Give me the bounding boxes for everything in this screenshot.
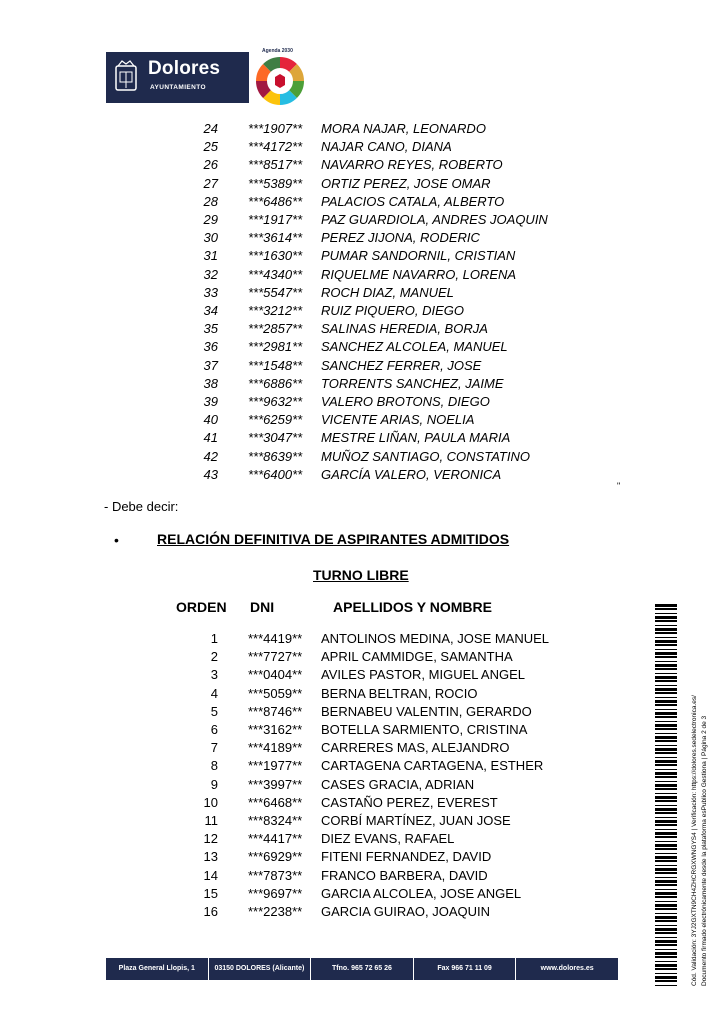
agenda-label: Agenda 2030 bbox=[262, 48, 293, 54]
list-row bbox=[0, 795, 724, 813]
row-name: MORA NAJAR, LEONARDO bbox=[321, 121, 486, 136]
row-number: 16 bbox=[203, 904, 218, 919]
row-name: BERNABEU VALENTIN, GERARDO bbox=[321, 703, 532, 719]
row-number: 15 bbox=[203, 885, 218, 901]
row-number: 8 bbox=[210, 758, 218, 774]
list-row bbox=[0, 321, 724, 339]
row-dni: ***1548** bbox=[248, 357, 303, 373]
row-number: 13 bbox=[203, 849, 218, 865]
list-row bbox=[0, 758, 724, 776]
list-row bbox=[0, 121, 724, 139]
row-dni: ***5389** bbox=[248, 175, 303, 191]
row-number: 39 bbox=[203, 394, 218, 409]
row-number: 40 bbox=[203, 412, 218, 428]
row-name: FRANCO BARBERA, DAVID bbox=[321, 867, 488, 883]
row-dni: ***4340** bbox=[248, 266, 303, 282]
row-dni: ***7727** bbox=[248, 649, 303, 665]
footer-item: 03150 DOLORES (Alicante) bbox=[209, 958, 312, 980]
row-name: AVILES PASTOR, MIGUEL ANGEL bbox=[321, 667, 525, 683]
list-row bbox=[0, 157, 724, 175]
row-number: 14 bbox=[203, 867, 218, 883]
row-dni: ***3212** bbox=[248, 303, 303, 318]
row-name: VICENTE ARIAS, NOELIA bbox=[321, 412, 475, 428]
row-dni: ***6486** bbox=[248, 193, 303, 209]
row-name: MESTRE LIÑAN, PAULA MARIA bbox=[321, 430, 511, 446]
row-name: SANCHEZ FERRER, JOSE bbox=[321, 357, 482, 373]
row-name: BOTELLA SARMIENTO, CRISTINA bbox=[321, 722, 528, 737]
row-name: GARCIA ALCOLEA, JOSE ANGEL bbox=[321, 885, 522, 901]
list-row bbox=[0, 358, 724, 376]
row-name: CORBÍ MARTÍNEZ, JUAN JOSE bbox=[321, 813, 511, 828]
list-row bbox=[0, 740, 724, 758]
list-row bbox=[0, 412, 724, 430]
row-dni: ***1977** bbox=[248, 758, 303, 774]
row-dni: ***6468** bbox=[248, 794, 303, 810]
header-dni: DNI bbox=[250, 599, 275, 615]
row-name: VALERO BROTONS, DIEGO bbox=[321, 394, 490, 409]
row-name: BERNA BELTRAN, ROCIO bbox=[321, 685, 478, 701]
row-dni: ***4419** bbox=[248, 631, 303, 646]
list-row bbox=[0, 376, 724, 394]
row-number: 3 bbox=[210, 667, 218, 683]
row-name: MUÑOZ SANTIAGO, CONSTATINO bbox=[321, 448, 530, 464]
list-row bbox=[0, 230, 724, 248]
row-number: 42 bbox=[203, 448, 218, 464]
list-row bbox=[0, 394, 724, 412]
row-name: SANCHEZ ALCOLEA, MANUEL bbox=[321, 339, 508, 355]
row-dni: ***1630** bbox=[248, 248, 303, 264]
row-name: PALACIOS CATALA, ALBERTO bbox=[321, 193, 505, 209]
row-dni: ***4189** bbox=[248, 740, 303, 756]
row-number: 24 bbox=[203, 121, 218, 136]
barcode-icon bbox=[655, 604, 677, 988]
bullet-icon: • bbox=[114, 532, 119, 548]
list-row bbox=[0, 467, 724, 485]
row-number: 7 bbox=[210, 740, 218, 756]
row-name: GARCIA GUIRAO, JOAQUIN bbox=[321, 904, 491, 919]
row-dni: ***6929** bbox=[248, 849, 303, 865]
row-name: TORRENTS SANCHEZ, JAIME bbox=[321, 375, 504, 391]
row-number: 35 bbox=[203, 321, 218, 337]
row-number: 31 bbox=[203, 248, 218, 264]
list-row bbox=[0, 631, 724, 649]
row-dni: ***1907** bbox=[248, 121, 303, 136]
row-name: PUMAR SANDORNIL, CRISTIAN bbox=[321, 248, 516, 264]
relacion-title: RELACIÓN DEFINITIVA DE ASPIRANTES ADMITIDOS bbox=[157, 531, 510, 547]
row-number: 29 bbox=[203, 212, 218, 227]
row-number: 26 bbox=[203, 157, 218, 173]
closing-quote: " bbox=[617, 481, 621, 491]
list-row bbox=[0, 449, 724, 467]
header-orden: ORDEN bbox=[176, 599, 227, 615]
row-name: CASES GRACIA, ADRIAN bbox=[321, 776, 475, 792]
row-number: 2 bbox=[210, 649, 218, 665]
row-name: RUIZ PIQUERO, DIEGO bbox=[321, 303, 465, 318]
row-dni: ***8517** bbox=[248, 157, 303, 173]
row-number: 27 bbox=[203, 175, 218, 191]
row-dni: ***8639** bbox=[248, 448, 303, 464]
row-name: APRIL CAMMIDGE, SAMANTHA bbox=[321, 649, 513, 665]
row-number: 11 bbox=[204, 813, 218, 828]
row-name: CARTAGENA CARTAGENA, ESTHER bbox=[321, 758, 544, 774]
row-dni: ***9632** bbox=[248, 394, 303, 409]
footer-item: Plaza General Llopis, 1 bbox=[106, 958, 209, 980]
row-number: 41 bbox=[203, 430, 218, 446]
row-name: SALINAS HEREDIA, BORJA bbox=[321, 321, 488, 337]
logo-subtitle: AYUNTAMIENTO bbox=[150, 84, 206, 91]
crest-icon bbox=[114, 60, 138, 94]
validation-side-text bbox=[690, 606, 710, 986]
row-number: 1 bbox=[210, 631, 218, 646]
row-number: 9 bbox=[210, 776, 218, 792]
row-number: 43 bbox=[203, 466, 218, 482]
row-number: 34 bbox=[203, 303, 218, 318]
list-row bbox=[0, 212, 724, 230]
row-dni: ***3997** bbox=[248, 776, 303, 792]
row-dni: ***7873** bbox=[248, 867, 303, 883]
row-dni: ***6886** bbox=[248, 375, 303, 391]
row-name: RIQUELME NAVARRO, LORENA bbox=[321, 266, 517, 282]
row-name: PAZ GUARDIOLA, ANDRES JOAQUIN bbox=[321, 212, 548, 227]
list-row bbox=[0, 886, 724, 904]
header-nombre: APELLIDOS Y NOMBRE bbox=[333, 599, 492, 615]
row-dni: ***5547** bbox=[248, 284, 303, 300]
row-dni: ***4417** bbox=[248, 831, 303, 847]
list-row bbox=[0, 813, 724, 831]
row-name: PEREZ JIJONA, RODERIC bbox=[321, 230, 480, 246]
row-number: 5 bbox=[210, 703, 218, 719]
logo-title: Dolores bbox=[148, 58, 221, 79]
list-row bbox=[0, 904, 724, 922]
list-row bbox=[0, 831, 724, 849]
list-row bbox=[0, 430, 724, 448]
list-row bbox=[0, 176, 724, 194]
row-name: CASTAÑO PEREZ, EVEREST bbox=[321, 794, 498, 810]
row-dni: ***0404** bbox=[248, 667, 303, 683]
validation-line-2: Documento firmado electrónicamente desde la plataforma esPublico Gestiona | Página 2 de 3 bbox=[701, 715, 708, 986]
list-row bbox=[0, 139, 724, 157]
row-number: 30 bbox=[203, 230, 218, 246]
row-dni: ***1917** bbox=[248, 212, 303, 227]
row-dni: ***2981** bbox=[248, 339, 303, 355]
row-dni: ***6259** bbox=[248, 412, 303, 428]
list-row bbox=[0, 722, 724, 740]
footer-item: Fax 966 71 11 09 bbox=[414, 958, 517, 980]
row-number: 38 bbox=[203, 375, 218, 391]
row-name: CARRERES MAS, ALEJANDRO bbox=[321, 740, 510, 756]
row-dni: ***3047** bbox=[248, 430, 303, 446]
list-row bbox=[0, 704, 724, 722]
row-number: 37 bbox=[203, 357, 218, 373]
footer-item: Tfno. 965 72 65 26 bbox=[311, 958, 414, 980]
row-dni: ***6400** bbox=[248, 466, 303, 482]
row-number: 4 bbox=[210, 685, 218, 701]
row-name: NAVARRO REYES, ROBERTO bbox=[321, 157, 503, 173]
row-number: 32 bbox=[203, 266, 218, 282]
list-row bbox=[0, 777, 724, 795]
list-row bbox=[0, 248, 724, 266]
row-number: 10 bbox=[203, 794, 218, 810]
list-row bbox=[0, 667, 724, 685]
row-number: 36 bbox=[203, 339, 218, 355]
row-dni: ***5059** bbox=[248, 685, 303, 701]
row-number: 33 bbox=[203, 284, 218, 300]
list-row bbox=[0, 849, 724, 867]
turno-libre-title: TURNO LIBRE bbox=[313, 567, 409, 583]
row-dni: ***3614** bbox=[248, 230, 303, 246]
row-dni: ***3162** bbox=[248, 722, 303, 737]
row-number: 12 bbox=[203, 831, 218, 847]
row-dni: ***4172** bbox=[248, 139, 303, 155]
validation-line-1: Cód. Validación: 3YJ2GXTN9CH4ZHCRGXWNGYS4 | Verificación: https://dolores.sedelectronica.es/ bbox=[691, 695, 698, 986]
row-name: ROCH DIAZ, MANUEL bbox=[321, 284, 454, 300]
list-row bbox=[0, 194, 724, 212]
list-row bbox=[0, 339, 724, 357]
footer-bar bbox=[106, 958, 618, 980]
row-dni: ***8746** bbox=[248, 703, 303, 719]
row-name: ORTIZ PEREZ, JOSE OMAR bbox=[321, 175, 491, 191]
row-number: 6 bbox=[210, 722, 218, 737]
row-name: DIEZ EVANS, RAFAEL bbox=[321, 831, 455, 847]
debe-decir-text: - Debe decir: bbox=[104, 499, 179, 514]
list-row bbox=[0, 649, 724, 667]
list-row bbox=[0, 267, 724, 285]
list-row bbox=[0, 868, 724, 886]
agenda-2030-wheel-icon bbox=[251, 50, 309, 108]
list-row bbox=[0, 285, 724, 303]
row-name: GARCÍA VALERO, VERONICA bbox=[321, 466, 502, 482]
row-dni: ***2857** bbox=[248, 321, 303, 337]
row-number: 25 bbox=[203, 139, 218, 155]
row-dni: ***2238** bbox=[248, 904, 303, 919]
row-name: ANTOLINOS MEDINA, JOSE MANUEL bbox=[321, 631, 550, 646]
row-dni: ***8324** bbox=[248, 813, 303, 828]
row-dni: ***9697** bbox=[248, 885, 303, 901]
row-name: FITENI FERNANDEZ, DAVID bbox=[321, 849, 492, 865]
list-row bbox=[0, 686, 724, 704]
row-name: NAJAR CANO, DIANA bbox=[321, 139, 452, 155]
footer-item: www.dolores.es bbox=[540, 965, 594, 972]
dolores-logo bbox=[106, 52, 249, 103]
row-number: 28 bbox=[203, 193, 218, 209]
list-row bbox=[0, 303, 724, 321]
